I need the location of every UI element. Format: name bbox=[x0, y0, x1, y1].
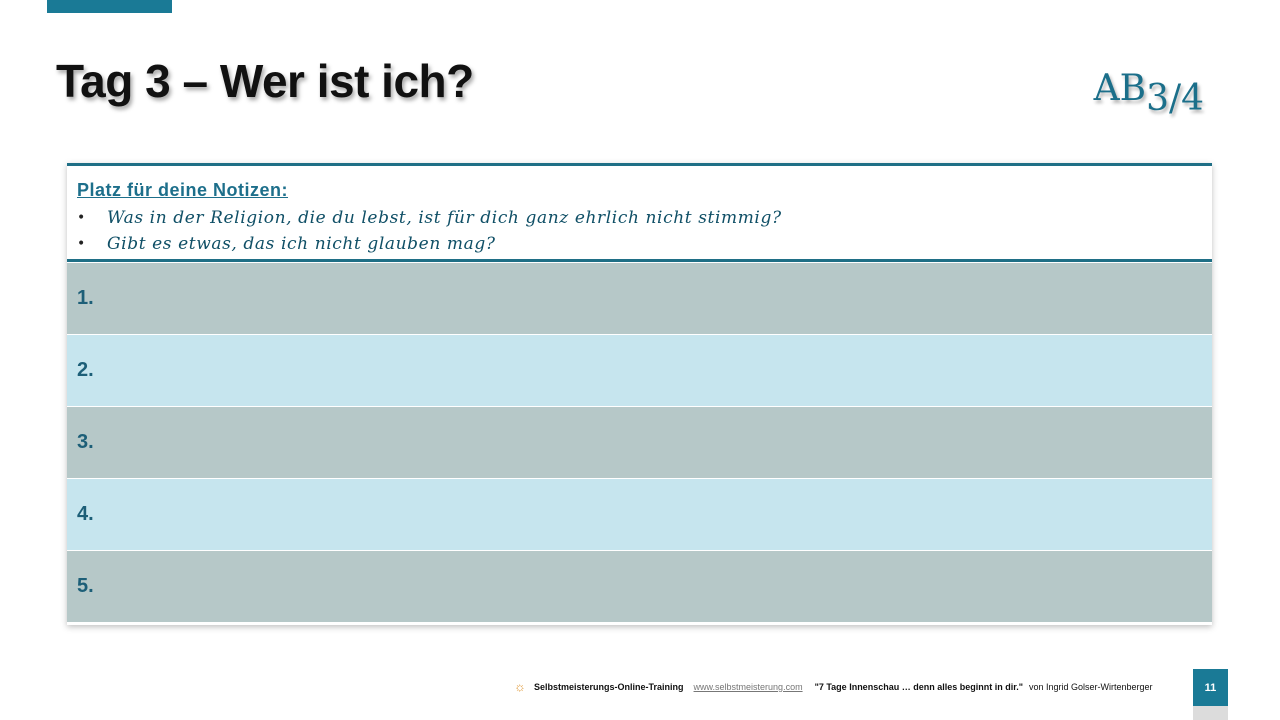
note-row-4[interactable] bbox=[67, 478, 1212, 550]
sun-logo-icon: ☼ bbox=[514, 679, 526, 694]
footer-link[interactable]: www.selbstmeisterung.com bbox=[693, 682, 803, 692]
note-row-3[interactable] bbox=[67, 406, 1212, 478]
page-number-badge: 11 bbox=[1193, 669, 1228, 706]
row-number: 3. bbox=[77, 431, 94, 453]
row-number: 4. bbox=[77, 503, 94, 525]
notes-question: • Was in der Religion, die du lebst, ist für dich ganz ehrlich nicht stimmig? bbox=[77, 205, 1202, 231]
page-badge-base bbox=[1193, 706, 1228, 720]
row-number: 2. bbox=[77, 359, 94, 381]
row-number: 5. bbox=[77, 575, 94, 597]
worksheet-prefix: AB bbox=[1093, 68, 1147, 109]
note-row-1[interactable] bbox=[67, 262, 1212, 334]
note-row-5[interactable] bbox=[67, 550, 1212, 622]
notes-question-list bbox=[77, 205, 1202, 257]
footer-brand: Selbstmeisterungs-Online-Training bbox=[534, 682, 684, 692]
row-number: 1. bbox=[77, 287, 94, 309]
notes-header bbox=[67, 163, 1212, 262]
footer-author: von Ingrid Golser-Wirtenberger bbox=[1028, 682, 1153, 692]
top-accent-bar bbox=[47, 0, 172, 13]
worksheet-label bbox=[1093, 68, 1204, 119]
footer-quote: "7 Tage Innenschau … denn alles beginnt in dir." bbox=[814, 682, 1023, 692]
notes-table bbox=[67, 163, 1212, 625]
page-title: Tag 3 – Wer ist ich? bbox=[56, 55, 474, 107]
notes-heading: Platz für deine Notizen: bbox=[77, 180, 289, 200]
note-row-2[interactable] bbox=[67, 334, 1212, 406]
worksheet-number: 3/4 bbox=[1146, 78, 1204, 119]
notes-question: • Gibt es etwas, das ich nicht glauben mag? bbox=[77, 231, 1202, 257]
footer bbox=[514, 680, 1153, 694]
